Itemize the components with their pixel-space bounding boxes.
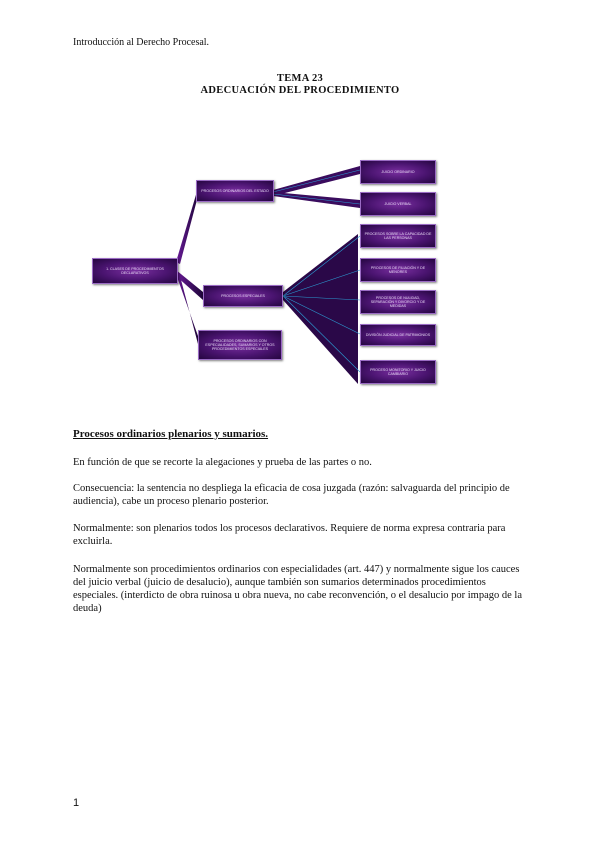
procedure-diagram xyxy=(88,152,448,392)
diagram-leaf-monitorio: PROCESO MONITORIO Y JUICIO CAMBIARIO xyxy=(360,360,436,384)
diagram-leaf-juicio-ordinario: JUICIO ORDINARIO xyxy=(360,160,436,184)
section-title: Procesos ordinarios plenarios y sumarios. xyxy=(73,428,269,440)
paragraph: Normalmente: son plenarios todos los procesos declarativos. Requiere de norma expresa contraria para excluirla. xyxy=(73,523,506,547)
document-title: ADECUACIÓN DEL PROCEDIMIENTO xyxy=(200,85,400,96)
diagram-leaf-capacidad: PROCESOS SOBRE LA CAPACIDAD DE LAS PERSONAS xyxy=(360,224,436,248)
diagram-leaf-juicio-verbal: JUICIO VERBAL xyxy=(360,192,436,216)
document-title-number: TEMA 23 xyxy=(276,73,324,84)
page-number: 1 xyxy=(73,797,80,809)
connector-root-ordinarios xyxy=(176,188,198,264)
diagram-root-node: 1. CLASES DE PROCEDIMIENTOS DECLARATIVOS xyxy=(92,258,178,284)
page-header: Introducción al Derecho Procesal. xyxy=(73,37,210,48)
diagram-node-otros: PROCESOS ORDINARIOS CON ESPECIALIDADES, SUMARIOS Y OTROS PROCEDIMIENTOS ESPECIALES xyxy=(198,330,282,360)
paragraph: Consecuencia: la sentencia no despliega la eficacia de cosa juzgada (razón: salvaguarda del principio de audiencia), cabe un proceso plenario posterior. xyxy=(73,483,510,507)
diagram-node-especiales: PROCESOS ESPECIALES xyxy=(203,285,283,307)
connector-ordinarios-verbal xyxy=(273,192,360,208)
diagram-leaf-matrimoniales: PROCESOS DE NULIDAD, SEPARACIÓN Y DIVORCIO Y DE MEDIDAS xyxy=(360,290,436,314)
diagram-leaf-division: DIVISIÓN JUDICIAL DE PATRIMONIOS xyxy=(360,324,436,346)
diagram-leaf-filiacion: PROCESOS DE FILIACIÓN Y DE MENORES xyxy=(360,258,436,282)
paragraph: En función de que se recorte la alegaciones y prueba de las partes o no. xyxy=(73,457,372,468)
connector-especiales-fan xyxy=(283,234,358,384)
diagram-node-ordinarios: PROCESOS ORDINARIOS DEL ESTADO xyxy=(196,180,274,202)
paragraph: Normalmente son procedimientos ordinarios con especialidades (art. 447) y normalmente sigue los cauces del juicio verbal (juicio de desalucio), aunque también son sumarios determinados procedimientos especiales. (interdicto de obra ruinosa u obra nueva, no cabe reconvención, o el desalucio por impago de la deuda) xyxy=(73,564,522,614)
